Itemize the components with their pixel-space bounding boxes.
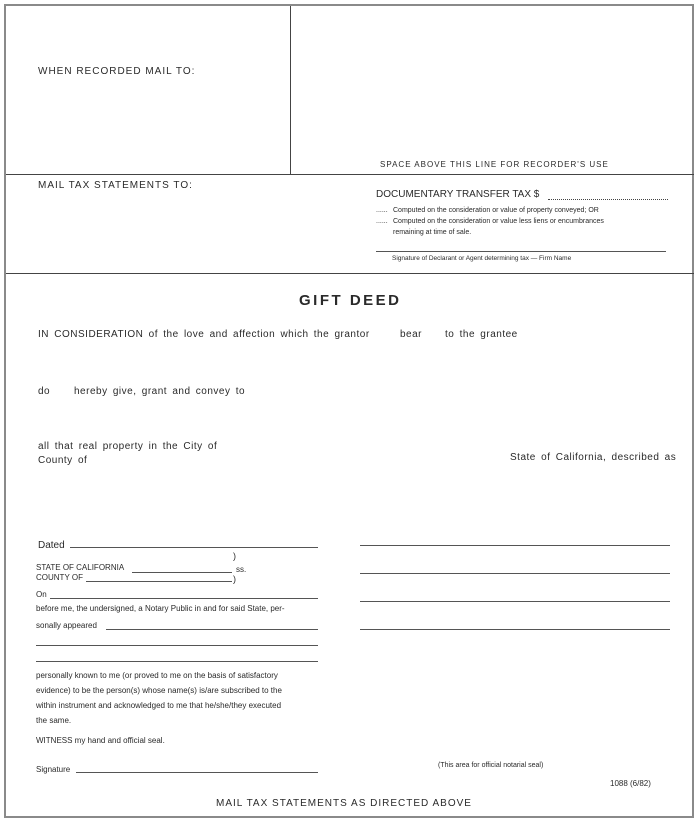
- dated-field[interactable]: [70, 547, 318, 548]
- before-me-text: before me, the undersigned, a Notary Public in and for said State, per-: [36, 604, 285, 613]
- recorder-line: [6, 174, 694, 175]
- on-date-field[interactable]: [50, 598, 318, 599]
- grantor-signature-line-4[interactable]: [360, 629, 670, 630]
- tax-amount-field[interactable]: [548, 199, 668, 200]
- deed-title: GIFT DEED: [299, 292, 402, 309]
- form-border: [4, 4, 694, 818]
- grant-text: hereby give, grant and convey to: [74, 386, 246, 397]
- mail-tax-statements-label: MAIL TAX STATEMENTS TO:: [38, 180, 193, 191]
- known-text-3: within instrument and acknowledged to me that he/she/they executed: [36, 701, 282, 710]
- declarant-signature-caption: Signature of Declarant or Agent determining tax — Firm Name: [392, 255, 572, 262]
- appeared-field-1[interactable]: [106, 629, 318, 630]
- notary-signature-field[interactable]: [76, 772, 318, 773]
- consideration-bear: bear: [400, 329, 423, 340]
- notarial-seal-area-label: (This area for official notarial seal): [438, 762, 544, 769]
- grantor-signature-line-3[interactable]: [360, 601, 670, 602]
- grantor-signature-line-1[interactable]: [360, 545, 670, 546]
- known-text-2: evidence) to be the person(s) whose name(s) is/are subscribed to the: [36, 686, 282, 695]
- consideration-grantee: to the grantee: [445, 329, 518, 340]
- signature-label: Signature: [36, 765, 71, 774]
- grantor-signature-line-2[interactable]: [360, 573, 670, 574]
- appeared-field-2[interactable]: [36, 645, 318, 646]
- known-text-4: the same.: [36, 716, 72, 725]
- ss-brace-top: ): [233, 551, 236, 561]
- property-state-text: State of California, described as: [510, 452, 677, 463]
- property-city-text: all that real property in the City of: [38, 441, 218, 452]
- ss-brace-bottom: ): [233, 574, 236, 584]
- header-bottom-line: [6, 273, 694, 274]
- space-above-label: SPACE ABOVE THIS LINE FOR RECORDER'S USE: [380, 160, 609, 169]
- known-text-1: personally known to me (or proved to me on the basis of satisfactory: [36, 671, 278, 680]
- tax-option1-dots: ......: [376, 207, 388, 214]
- dated-label: Dated: [38, 540, 65, 551]
- tax-option1-text: Computed on the consideration or value of property conveyed; OR: [393, 207, 599, 214]
- documentary-tax-title: DOCUMENTARY TRANSFER TAX $: [376, 189, 540, 200]
- on-label: On: [36, 590, 47, 599]
- header-divider: [290, 6, 291, 174]
- ss-label: ss.: [236, 565, 247, 574]
- state-field[interactable]: [132, 572, 232, 573]
- personally-appeared-text: sonally appeared: [36, 621, 97, 630]
- state-of-california-label: STATE OF CALIFORNIA: [36, 563, 125, 572]
- declarant-signature-line[interactable]: [376, 251, 666, 252]
- appeared-field-3[interactable]: [36, 661, 318, 662]
- form-number: 1088 (6/82): [610, 779, 651, 788]
- consideration-text: IN CONSIDERATION of the love and affection which the grantor: [38, 329, 370, 340]
- mail-tax-directed-footer: MAIL TAX STATEMENTS AS DIRECTED ABOVE: [216, 798, 472, 809]
- witness-text: WITNESS my hand and official seal.: [36, 736, 165, 745]
- county-of-label: COUNTY OF: [36, 573, 83, 582]
- do-label: do: [38, 386, 51, 397]
- when-recorded-label: WHEN RECORDED MAIL TO:: [38, 66, 196, 77]
- tax-option2-text: Computed on the consideration or value less liens or encumbrances: [393, 218, 604, 225]
- tax-option2-dots: ......: [376, 218, 388, 225]
- tax-option2-cont: remaining at time of sale.: [393, 229, 472, 236]
- county-field[interactable]: [86, 581, 232, 582]
- property-county-text: County of: [38, 455, 88, 466]
